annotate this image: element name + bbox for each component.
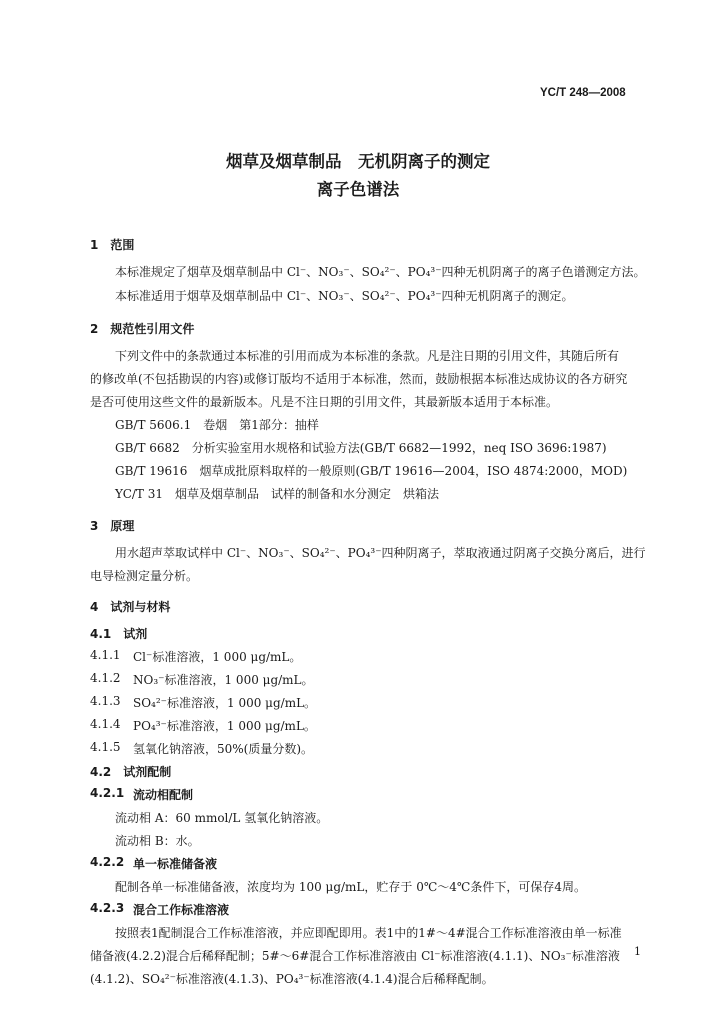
- item-number: 4.1.2: [90, 671, 121, 685]
- paragraph: 储备液(4.2.2)混合后稀释配制；5#～6#混合工作标准溶液由 Cl⁻标准溶液(4.1.1)、NO₃⁻标准溶液: [90, 949, 620, 963]
- section-3-paragraph: 电导检测定量分析。: [90, 569, 199, 583]
- item-number: 4.2.3: [90, 901, 125, 915]
- paragraph: 流动相 A：60 mmol/L 氢氧化钠溶液。: [115, 811, 329, 825]
- page-number: 1: [634, 945, 641, 958]
- item-number: 4.1.1: [90, 648, 121, 662]
- reference-item: GB/T 5606.1 卷烟 第1部分：抽样: [115, 418, 319, 432]
- reference-item: YC/T 31 烟草及烟草制品 试样的制备和水分测定 烘箱法: [115, 487, 440, 501]
- paragraph: 配制各单一标准储备液，浓度均为 100 μg/mL，贮存于 0℃～4℃条件下，可保存4周。: [115, 880, 586, 894]
- reference-item: GB/T 19616 烟草成批原料取样的一般原则(GB/T 19616—2004，ISO 4874:2000，MOD): [115, 464, 628, 478]
- item-number: 4.1.3: [90, 694, 121, 708]
- section-4-heading: 4 试剂与材料: [90, 600, 171, 614]
- document-subtitle: 离子色谱法: [316, 180, 400, 199]
- item-number: 4.1.4: [90, 717, 121, 731]
- item-heading: 混合工作标准溶液: [133, 903, 230, 917]
- item-number: 4.2.2: [90, 855, 125, 869]
- section-3-heading: 3 原理: [90, 519, 135, 533]
- item-number: 4.2.1: [90, 786, 125, 800]
- section-2-heading: 2 规范性引用文件: [90, 322, 195, 336]
- section-2-paragraph: 下列文件中的条款通过本标准的引用而成为本标准的条款。凡是注日期的引用文件，其随后所有: [115, 349, 620, 363]
- section-1-paragraph: 本标准规定了烟草及烟草制品中 Cl⁻、NO₃⁻、SO₄²⁻、PO₄³⁻四种无机阴离子的离子色谱测定方法。: [115, 265, 646, 279]
- item-text: SO₄²⁻标准溶液，1 000 μg/mL。: [133, 696, 317, 710]
- paragraph: 按照表1配制混合工作标准溶液，并应即配即用。表1中的1#～4#混合工作标准溶液由单一标准: [115, 926, 622, 940]
- paragraph: (4.1.2)、SO₄²⁻标准溶液(4.1.3)、PO₄³⁻标准溶液(4.1.4)混合后稀释配制。: [90, 972, 494, 986]
- item-heading: 流动相配制: [133, 788, 194, 802]
- subsection-4-1-heading: 4.1 试剂: [90, 627, 148, 641]
- section-1-heading: 1 范围: [90, 238, 135, 252]
- paragraph: 流动相 B：水。: [115, 834, 200, 848]
- item-text: PO₄³⁻标准溶液，1 000 μg/mL。: [133, 719, 316, 733]
- section-1-paragraph: 本标准适用于烟草及烟草制品中 Cl⁻、NO₃⁻、SO₄²⁻、PO₄³⁻四种无机阴离子的测定。: [115, 289, 574, 303]
- section-3-paragraph: 用水超声萃取试样中 Cl⁻、NO₃⁻、SO₄²⁻、PO₄³⁻四种阴离子，萃取液通过阴离子交换分离后，进行: [115, 546, 646, 560]
- section-2-paragraph: 是否可使用这些文件的最新版本。凡是不注日期的引用文件，其最新版本适用于本标准。: [90, 395, 559, 409]
- subsection-4-2-heading: 4.2 试剂配制: [90, 765, 172, 779]
- standard-number: YC/T 248—2008: [540, 87, 626, 99]
- item-text: Cl⁻标准溶液，1 000 μg/mL。: [133, 650, 302, 664]
- item-number: 4.1.5: [90, 740, 121, 754]
- reference-item: GB/T 6682 分析实验室用水规格和试验方法(GB/T 6682—1992，neq ISO 3696:1987): [115, 441, 607, 455]
- section-2-paragraph: 的修改单(不包括勘误的内容)或修订版均不适用于本标准，然而，鼓励根据本标准达成协议的各方研究: [90, 372, 628, 386]
- document-title: 烟草及烟草制品 无机阴离子的测定: [226, 152, 490, 171]
- item-text: NO₃⁻标准溶液，1 000 μg/mL。: [133, 673, 314, 687]
- item-heading: 单一标准储备液: [133, 857, 218, 871]
- item-text: 氢氧化钠溶液，50%(质量分数)。: [133, 742, 314, 756]
